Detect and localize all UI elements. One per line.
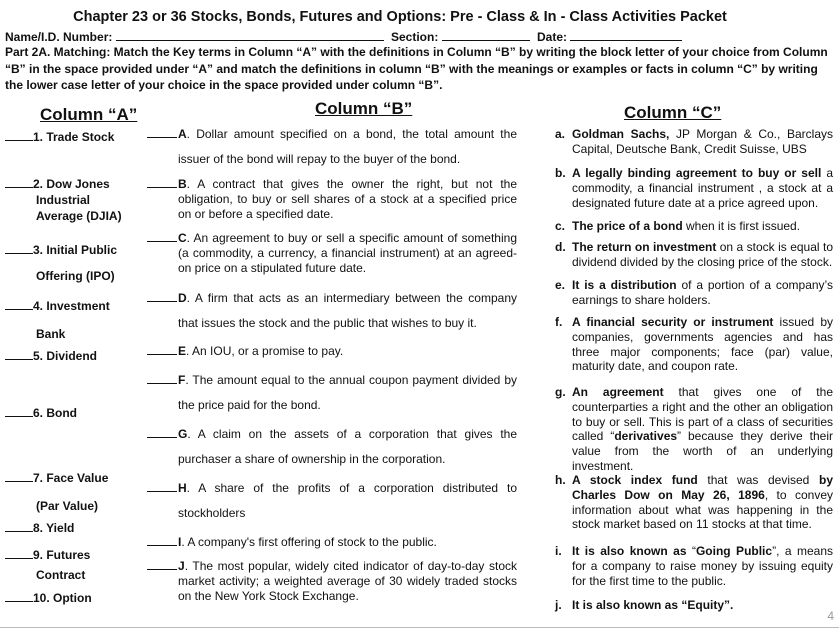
column-b-item-c: C. An agreement to buy or sell a specific amount of something (a commodity, a currency, a financial instrument) at an agreed-on price on a stipulated future date. xyxy=(147,231,517,246)
column-a-item-5: 5. Dividend xyxy=(5,349,140,364)
answer-blank[interactable] xyxy=(147,559,177,570)
answer-blank[interactable] xyxy=(147,127,177,138)
page-bottom-divider xyxy=(0,627,839,628)
answer-blank[interactable] xyxy=(5,349,33,360)
answer-blank[interactable] xyxy=(147,535,177,546)
column-b-item-a: A. Dollar amount specified on a bond, the total amount the issuer of the bond will repay to the buyer of the bond. xyxy=(147,127,517,142)
column-b-item-j: J. The most popular, widely cited indicator of day-to-day stock market activity; a weighted average of 30 widely traded stocks on the New York Stock Exchange. xyxy=(147,559,517,574)
column-a-heading: Column “A” xyxy=(40,105,138,124)
name-field-row xyxy=(5,29,384,44)
answer-blank[interactable] xyxy=(147,344,177,355)
section-field-row xyxy=(391,29,530,44)
page-number: 4 xyxy=(827,609,834,623)
column-b-item-f: F. The amount equal to the annual coupon payment divided by the price paid for the bond. xyxy=(147,373,517,388)
column-b-heading: Column “B” xyxy=(315,99,413,118)
column-b-item-i: I. A company's first offering of stock to the public. xyxy=(147,535,517,550)
column-b-item-d: D. A firm that acts as an intermediary between the company that issues the stock and the public that wishes to buy it. xyxy=(147,291,517,306)
answer-blank[interactable] xyxy=(147,481,177,492)
date-field-row xyxy=(537,29,682,44)
answer-blank[interactable] xyxy=(5,406,33,417)
column-a-item-3: 3. Initial Public Offering (IPO) xyxy=(5,237,140,289)
column-b-item-g: G. A claim on the assets of a corporation that gives the purchaser a share of ownership in the corporation. xyxy=(147,427,517,442)
date-input-line[interactable] xyxy=(570,29,682,41)
column-c-heading: Column “C” xyxy=(624,103,722,122)
answer-blank[interactable] xyxy=(147,427,177,438)
section-input-line[interactable] xyxy=(442,29,530,41)
section-label: Section: xyxy=(391,30,439,44)
answer-blank[interactable] xyxy=(5,299,33,310)
answer-blank[interactable] xyxy=(147,177,177,188)
column-a-item-10: 10. Option xyxy=(5,591,140,606)
answer-blank[interactable] xyxy=(5,177,33,188)
date-label: Date: xyxy=(537,30,568,44)
name-label: Name/I.D. Number: xyxy=(5,30,113,44)
column-a-item-8: 8. Yield xyxy=(5,521,140,536)
name-input-line[interactable] xyxy=(116,29,384,41)
column-a-item-1: 1. Trade Stock xyxy=(5,130,140,145)
answer-blank[interactable] xyxy=(5,591,33,602)
column-a-item-7: 7. Face Value (Par Value) xyxy=(5,464,140,520)
column-b-item-e: E. An IOU, or a promise to pay. xyxy=(147,344,517,359)
answer-blank[interactable] xyxy=(147,231,177,242)
column-a-item-4: 4. Investment Bank xyxy=(5,292,140,348)
column-b-item-b: B. A contract that gives the owner the right, but not the obligation, to buy or sell shares of a stock at a specified price on or before a specified date. xyxy=(147,177,517,192)
instructions: Part 2A. Matching: Match the Key terms in Column “A” with the definitions in Column “B” by writing the block letter of your choice from Column “B” in the space provided under “A” and match the definitions in column “B” with the meanings or examples or facts in column “C” by writing the lower case letter of your choice in the space provided under column “B”. xyxy=(5,45,828,92)
column-b-item-h: H. A share of the profits of a corporation distributed to stockholders xyxy=(147,481,517,496)
column-a-item-2: 2. Dow Jones Industrial Average (DJIA) xyxy=(5,176,140,224)
answer-blank[interactable] xyxy=(5,471,33,482)
answer-blank[interactable] xyxy=(5,521,33,532)
document-title: Chapter 23 or 36 Stocks, Bonds, Futures and Options: Pre - Class & In - Class Activities Packet xyxy=(73,9,727,25)
answer-blank[interactable] xyxy=(5,130,33,141)
column-a-item-6: 6. Bond xyxy=(5,406,140,421)
answer-blank[interactable] xyxy=(5,548,33,559)
answer-blank[interactable] xyxy=(147,291,177,302)
answer-blank[interactable] xyxy=(5,243,33,254)
answer-blank[interactable] xyxy=(147,373,177,384)
column-a-item-9: 9. Futures Contract xyxy=(5,545,140,585)
